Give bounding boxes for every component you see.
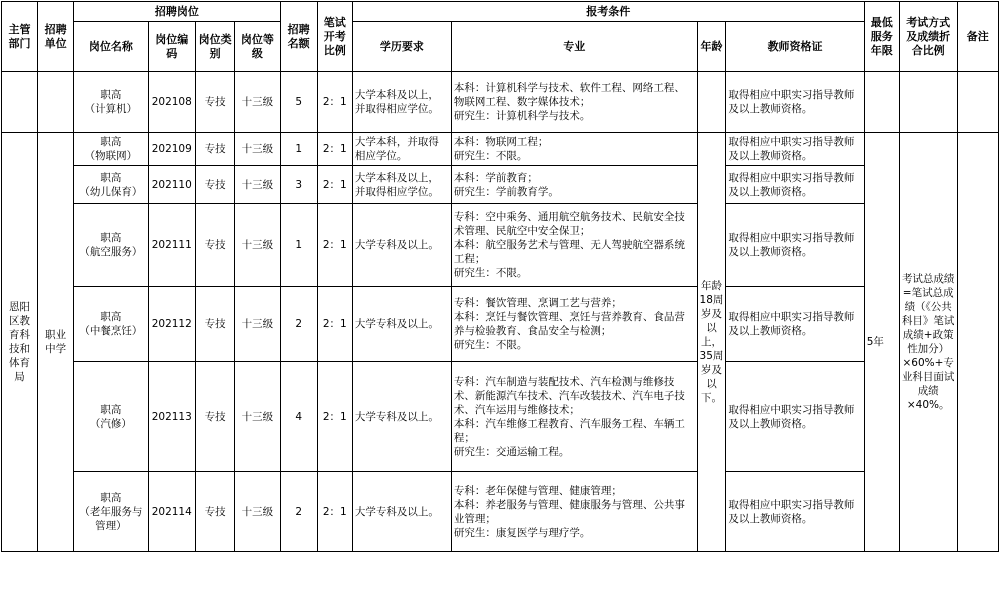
position-type-cell: 专技 <box>195 362 234 472</box>
education-cell: 大学本科及以上，并取得相应学位。 <box>352 72 451 133</box>
header-min-years: 最低服务年限 <box>864 2 899 72</box>
position-name-line2: （计算机） <box>84 103 138 115</box>
major-line: 研究生：不限。 <box>453 339 528 351</box>
position-name-line2: （中餐烹饪） <box>79 325 143 337</box>
header-quota: 招聘名额 <box>280 2 317 72</box>
ratio-cell: 2：1 <box>317 287 352 362</box>
header-unit: 招聘单位 <box>38 2 74 72</box>
position-name-cell <box>74 166 148 204</box>
position-name-cell <box>74 133 148 166</box>
major-cell <box>451 472 697 552</box>
position-type-cell: 专技 <box>195 472 234 552</box>
age-cell <box>697 72 726 133</box>
major-cell <box>451 166 697 204</box>
education-cell: 大学本科，并取得相应学位。 <box>352 133 451 166</box>
education-cell: 大学专科及以上。 <box>352 287 451 362</box>
position-type-cell: 专技 <box>195 166 234 204</box>
quota-cell: 4 <box>280 362 317 472</box>
position-level-cell: 十三级 <box>235 166 280 204</box>
ratio-cell: 2：1 <box>317 166 352 204</box>
header-pos-level: 岗位等级 <box>235 22 280 72</box>
position-name-line1: 职高 <box>100 311 122 323</box>
major-line: 本科：汽车维修工程教育、汽车服务工程、车辆工程； <box>453 417 685 444</box>
education-cell: 大学专科及以上。 <box>352 362 451 472</box>
position-name-line2: （物联网） <box>84 150 138 162</box>
major-line: 本科：物联网工程； <box>453 136 549 148</box>
recruitment-table <box>1 1 999 552</box>
major-line: 研究生：不限。 <box>453 267 528 279</box>
cert-cell: 取得相应中职实习指导教师及以上教师资格。 <box>726 133 864 166</box>
position-name-line2: （幼儿保育） <box>79 185 143 198</box>
position-code-cell: 202110 <box>148 166 195 204</box>
dept-cell: 恩阳区教育科技和体育局 <box>2 133 38 552</box>
major-line: 研究生：计算机科学与技术。 <box>453 110 591 122</box>
table-row <box>2 72 999 133</box>
major-line: 专科：空中乘务、通用航空航务技术、民航安全技术管理、民航空中安全保卫； <box>453 211 685 237</box>
major-line: 专科：汽车制造与装配技术、汽车检测与维修技术、新能源汽车技术、汽车改装技术、汽车电子技术、汽车运用与维修技术； <box>453 375 685 416</box>
education-cell: 大学专科及以上。 <box>352 472 451 552</box>
table-row <box>2 133 999 166</box>
cert-cell: 取得相应中职实习指导教师及以上教师资格。 <box>726 472 864 552</box>
major-line: 研究生：不限。 <box>453 150 528 162</box>
position-name-line1: 职高 <box>100 491 122 504</box>
position-type-cell: 专技 <box>195 72 234 133</box>
quota-cell: 2 <box>280 287 317 362</box>
cert-cell: 取得相应中职实习指导教师及以上教师资格。 <box>726 204 864 287</box>
ratio-cell: 2：1 <box>317 362 352 472</box>
header-note: 备注 <box>957 2 998 72</box>
position-level-cell: 十三级 <box>235 472 280 552</box>
position-code-cell: 202113 <box>148 362 195 472</box>
position-name-cell <box>74 362 148 472</box>
position-name-line1: 职高 <box>100 136 122 148</box>
min-years-cell <box>864 72 899 133</box>
position-name-line1: 职高 <box>100 89 122 101</box>
cert-cell: 取得相应中职实习指导教师及以上教师资格。 <box>726 166 864 204</box>
min-years-cell: 5年 <box>864 133 899 552</box>
position-name-cell <box>74 472 148 552</box>
position-code-cell: 202112 <box>148 287 195 362</box>
position-name-line2: （汽修） <box>89 417 132 430</box>
dept-cell <box>2 72 38 133</box>
table-row <box>2 362 999 472</box>
major-line: 本科：养老服务与管理、健康服务与管理、公共事业管理； <box>453 498 685 525</box>
position-level-cell: 十三级 <box>235 72 280 133</box>
ratio-cell: 2：1 <box>317 133 352 166</box>
header-major: 专业 <box>451 22 697 72</box>
major-line: 本科：计算机科学与技术、软件工程、网络工程、物联网工程、数字媒体技术； <box>453 82 685 108</box>
unit-cell <box>38 72 74 133</box>
major-cell <box>451 287 697 362</box>
header-cert: 教师资格证 <box>726 22 864 72</box>
exam-cell <box>899 72 957 133</box>
position-name-line1: 职高 <box>100 403 122 416</box>
note-cell <box>957 72 998 133</box>
position-level-cell: 十三级 <box>235 204 280 287</box>
major-line: 专科：老年保健与管理、健康管理； <box>453 484 622 497</box>
position-code-cell: 202108 <box>148 72 195 133</box>
position-type-cell: 专技 <box>195 133 234 166</box>
position-name-line1: 职高 <box>100 171 122 184</box>
position-code-cell: 202114 <box>148 472 195 552</box>
ratio-cell: 2：1 <box>317 72 352 133</box>
major-cell <box>451 133 697 166</box>
header-age: 年龄 <box>697 22 726 72</box>
cert-cell: 取得相应中职实习指导教师及以上教师资格。 <box>726 72 864 133</box>
major-line: 研究生：交通运输工程。 <box>453 445 570 458</box>
position-type-cell: 专技 <box>195 204 234 287</box>
major-cell <box>451 362 697 472</box>
table-row <box>2 204 999 287</box>
table-row <box>2 472 999 552</box>
header-dept: 主管部门 <box>2 2 38 72</box>
position-level-cell: 十三级 <box>235 362 280 472</box>
major-line: 本科：学前教育； <box>453 171 538 184</box>
position-name-line2: （航空服务） <box>79 246 143 258</box>
position-name-line2: （老年服务与管理） <box>79 505 143 532</box>
ratio-cell: 2：1 <box>317 204 352 287</box>
major-line: 研究生：学前教育学。 <box>453 185 559 198</box>
header-exam: 考试方式及成绩折合比例 <box>899 2 957 72</box>
header-position-group: 招聘岗位 <box>74 2 280 22</box>
major-line: 专科：餐饮管理、烹调工艺与营养； <box>453 297 622 309</box>
header-pos-name: 岗位名称 <box>74 22 148 72</box>
major-cell <box>451 204 697 287</box>
header-ratio: 笔试开考比例 <box>317 2 352 72</box>
cert-cell: 取得相应中职实习指导教师及以上教师资格。 <box>726 287 864 362</box>
position-code-cell: 202109 <box>148 133 195 166</box>
quota-cell: 1 <box>280 133 317 166</box>
header-pos-type: 岗位类别 <box>195 22 234 72</box>
position-code-cell: 202111 <box>148 204 195 287</box>
major-line: 本科：烹饪与餐饮管理、烹饪与营养教育、食品营养与检验教育、食品安全与检测； <box>453 311 685 337</box>
unit-cell: 职业中学 <box>38 133 74 552</box>
cert-cell: 取得相应中职实习指导教师及以上教师资格。 <box>726 362 864 472</box>
position-name-line1: 职高 <box>100 232 122 244</box>
ratio-cell: 2：1 <box>317 472 352 552</box>
education-cell: 大学本科及以上，并取得相应学位。 <box>352 166 451 204</box>
exam-cell: 考试总成绩=笔试总成绩（《公共科目》笔试成绩+政策性加分）×60%+专业科目面试成绩×40%。 <box>899 133 957 552</box>
header-pos-code: 岗位编码 <box>148 22 195 72</box>
quota-cell: 1 <box>280 204 317 287</box>
position-level-cell: 十三级 <box>235 287 280 362</box>
header-edu: 学历要求 <box>352 22 451 72</box>
quota-cell: 2 <box>280 472 317 552</box>
education-cell: 大学专科及以上。 <box>352 204 451 287</box>
note-cell <box>957 133 998 552</box>
position-name-cell <box>74 204 148 287</box>
quota-cell: 3 <box>280 166 317 204</box>
header-conditions: 报考条件 <box>352 2 864 22</box>
major-line: 本科：航空服务艺术与管理、无人驾驶航空器系统工程； <box>453 239 685 265</box>
table-row <box>2 166 999 204</box>
position-type-cell: 专技 <box>195 287 234 362</box>
major-cell <box>451 72 697 133</box>
position-name-cell <box>74 72 148 133</box>
major-line: 研究生：康复医学与理疗学。 <box>453 526 591 539</box>
table-row <box>2 287 999 362</box>
age-cell: 年龄18周岁及以上，35周岁及以下。 <box>697 133 726 552</box>
position-name-cell <box>74 287 148 362</box>
quota-cell: 5 <box>280 72 317 133</box>
position-level-cell: 十三级 <box>235 133 280 166</box>
